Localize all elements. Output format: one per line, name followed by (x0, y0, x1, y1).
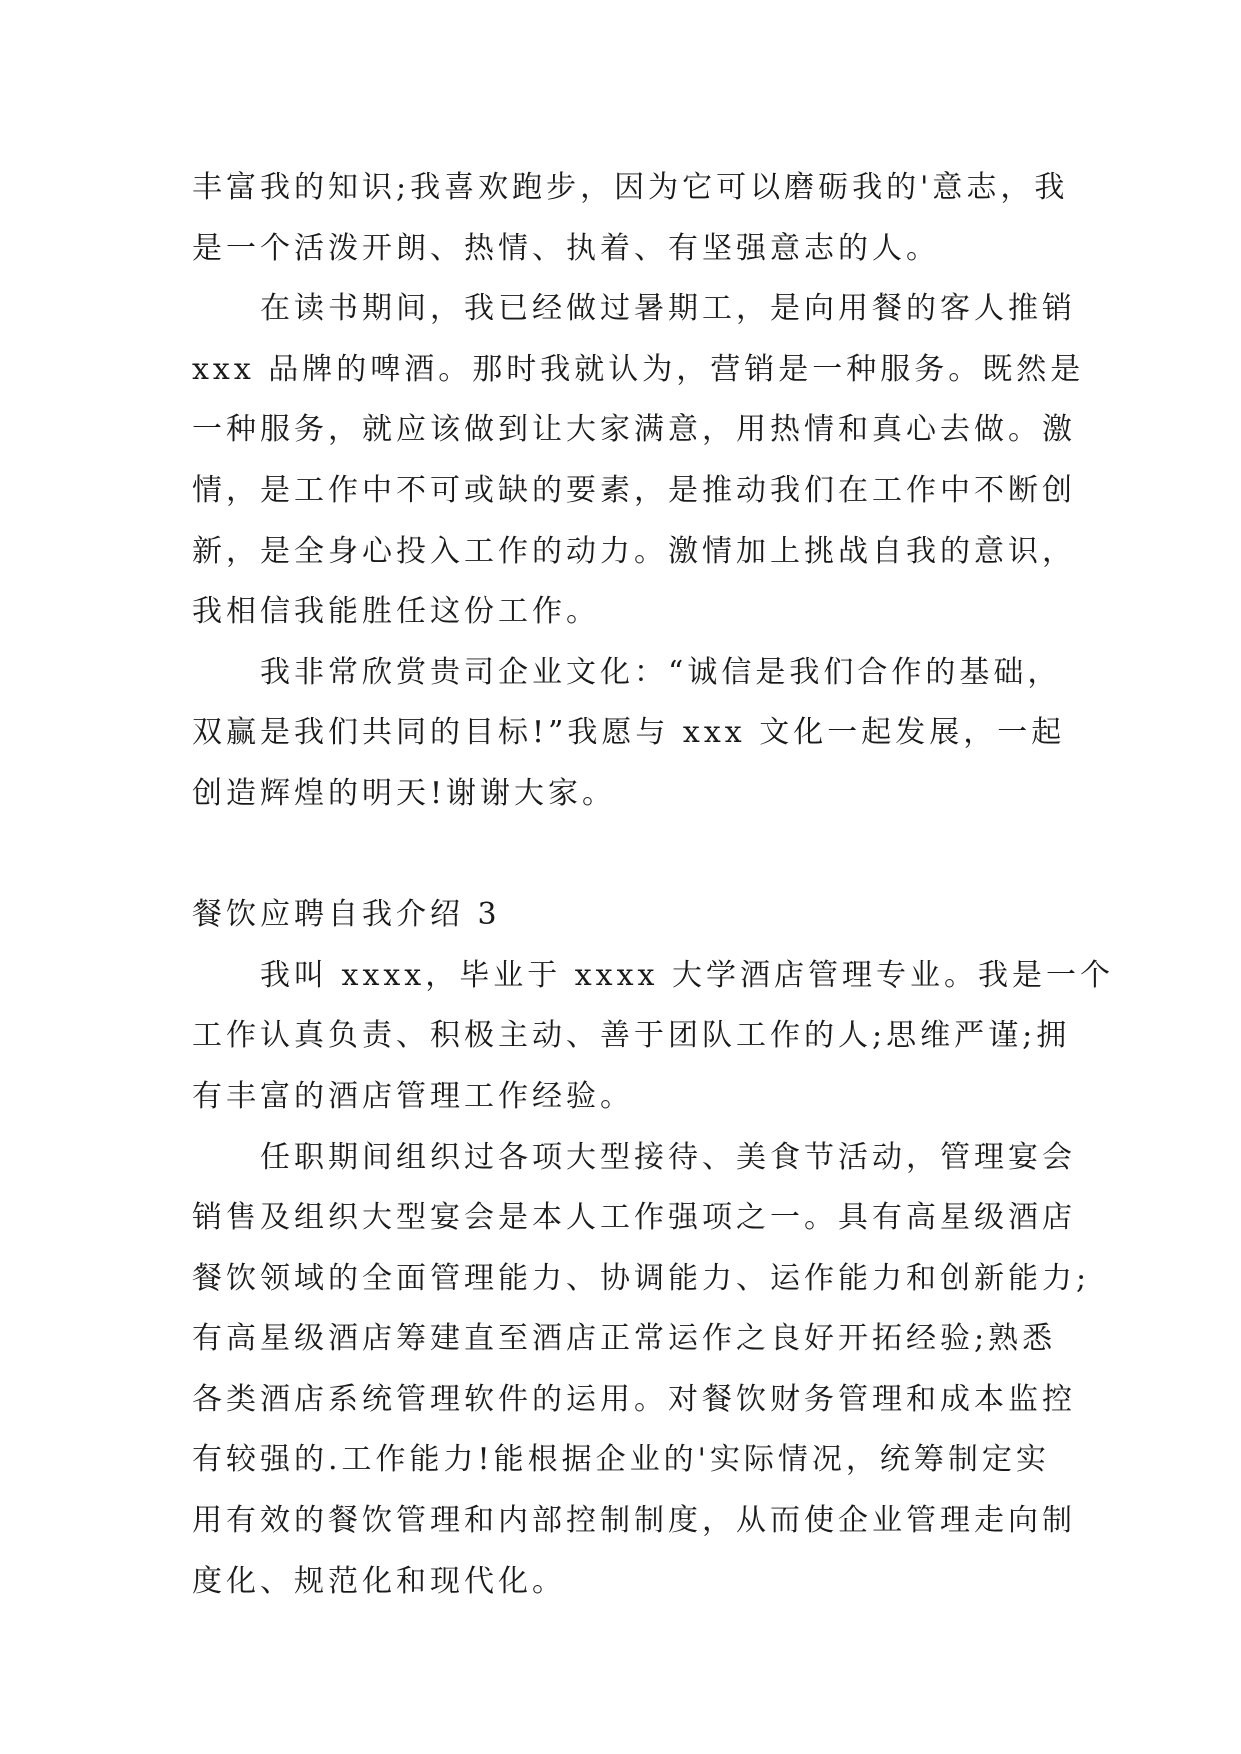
text-line: 餐饮领域的全面管理能力、协调能力、运作能力和创新能力; (192, 1260, 1091, 1296)
text-line: 双赢是我们共同的目标!”我愿与 xxx 文化一起发展，一起 (192, 715, 1066, 751)
section-heading: 餐饮应聘自我介绍 3 (192, 897, 501, 933)
text-line: 用有效的餐饮管理和内部控制制度，从而使企业管理走向制 (192, 1503, 1076, 1539)
text-line: 任职期间组织过各项大型接待、美食节活动，管理宴会 (192, 1139, 1076, 1175)
text-line: 销售及组织大型宴会是本人工作强项之一。具有高星级酒店 (192, 1200, 1076, 1236)
text-line: 我叫 xxxx，毕业于 xxxx 大学酒店管理专业。我是一个 (192, 957, 1114, 993)
text-line: 创造辉煌的明天!谢谢大家。 (192, 775, 617, 811)
text-line: 工作认真负责、积极主动、善于团队工作的人;思维严谨;拥 (192, 1018, 1071, 1054)
text-line: 新，是全身心投入工作的动力。激情加上挑战自我的意识， (192, 533, 1076, 569)
text-line: 各类酒店系统管理软件的运用。对餐饮财务管理和成本监控 (192, 1381, 1076, 1417)
text-line: 是一个活泼开朗、热情、执着、有坚强意志的人。 (192, 230, 940, 266)
text-line: 有较强的.工作能力!能根据企业的'实际情况，统筹制定实 (192, 1442, 1050, 1478)
text-line: 在读书期间，我已经做过暑期工，是向用餐的客人推销 (192, 291, 1076, 327)
text-line: 情，是工作中不可或缺的要素，是推动我们在工作中不断创 (192, 472, 1076, 508)
text-line: 我相信我能胜任这份工作。 (192, 594, 600, 630)
text-line: 一种服务，就应该做到让大家满意，用热情和真心去做。激 (192, 412, 1076, 448)
text-line: xxx 品牌的啤酒。那时我就认为，营销是一种服务。既然是 (192, 351, 1085, 387)
text-line: 度化、规范化和现代化。 (192, 1563, 566, 1599)
paragraph-gap (192, 825, 1062, 886)
text-line: 有高星级酒店筹建直至酒店正常运作之良好开拓经验;熟悉 (192, 1321, 1057, 1357)
document-body (192, 158, 1114, 1612)
text-line: 有丰富的酒店管理工作经验。 (192, 1078, 634, 1114)
text-line: 我非常欣赏贵司企业文化：“诚信是我们合作的基础， (192, 654, 1062, 690)
text-line: 丰富我的知识;我喜欢跑步，因为它可以磨砺我的'意志，我 (192, 170, 1069, 205)
